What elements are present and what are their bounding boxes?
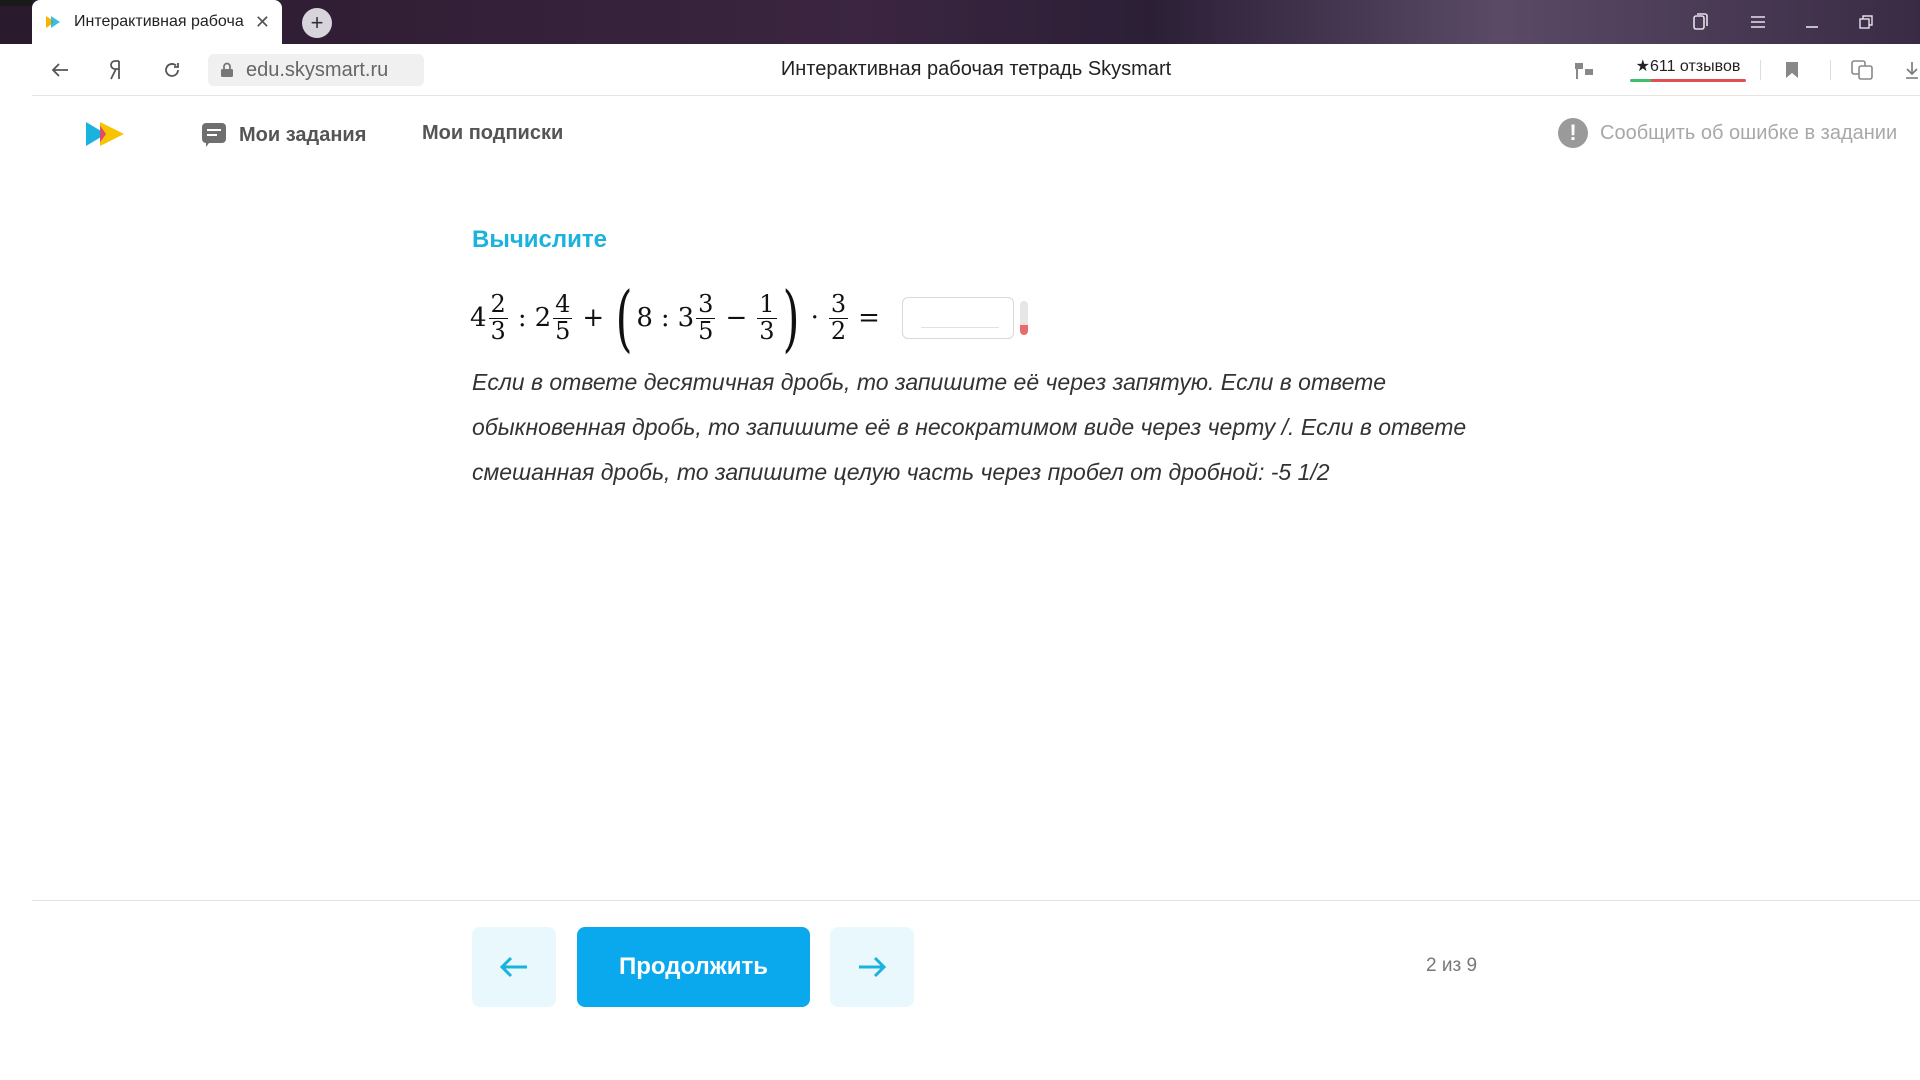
report-error-label: Сообщить об ошибке в задании xyxy=(1600,121,1898,144)
input-scrollbar[interactable] xyxy=(1020,301,1028,335)
restore-icon[interactable] xyxy=(1842,0,1890,44)
task-heading: Вычислите xyxy=(472,226,607,253)
browser-tab-strip xyxy=(0,0,1920,44)
arrow-right-icon xyxy=(857,956,887,978)
report-error-link[interactable] xyxy=(1558,118,1897,148)
denominator: 5 xyxy=(698,316,714,345)
nav-my-tasks[interactable] xyxy=(201,122,366,148)
browser-tab[interactable] xyxy=(32,0,282,44)
rating-bar xyxy=(1630,79,1746,82)
mixed-whole: 3 xyxy=(677,303,695,333)
page-title: Интерактивная рабочая тетрадь Skysmart xyxy=(780,58,1172,80)
task-instructions: Если в ответе десятичная дробь, то запишите её через запятую. Если в ответе обыкновенная дробь, то запишите её в несократимом виде через черту /. Если в ответе смешанная дробь, то запишите целую часть через пробел от дробной: -5 1/2 xyxy=(472,369,1467,485)
operator: − xyxy=(725,303,748,333)
tab-close-icon[interactable]: ✕ xyxy=(254,12,271,32)
operator: · xyxy=(810,303,819,333)
footer-divider xyxy=(32,900,1920,901)
reviews-text: ★611 отзывов xyxy=(1635,58,1741,75)
address-bar xyxy=(32,44,1920,96)
next-button[interactable] xyxy=(830,927,914,1007)
mixed-whole: 2 xyxy=(534,303,552,333)
denominator: 3 xyxy=(490,316,506,345)
translate-icon[interactable] xyxy=(1848,56,1876,84)
numerator: 3 xyxy=(698,290,714,319)
nav-my-tasks-label: Мои задания xyxy=(239,123,367,146)
math-expression xyxy=(470,276,1028,360)
collections-icon[interactable] xyxy=(1676,0,1724,44)
fraction xyxy=(553,292,572,343)
toolbar-divider xyxy=(1760,60,1761,80)
downloads-icon[interactable] xyxy=(1898,56,1920,84)
answer-input[interactable] xyxy=(902,297,1014,339)
skysmart-favicon-icon xyxy=(46,16,62,28)
right-paren: ) xyxy=(782,276,800,360)
skysmart-logo[interactable] xyxy=(84,120,126,148)
operator: + xyxy=(582,303,605,333)
denominator: 3 xyxy=(759,316,775,345)
numerator: 3 xyxy=(830,290,847,319)
mixed-whole: 4 xyxy=(470,303,487,333)
tasks-icon xyxy=(201,122,227,148)
bookmark-icon[interactable] xyxy=(1778,56,1806,84)
numerator: 1 xyxy=(759,290,775,319)
exclamation-icon: ! xyxy=(1558,118,1588,148)
new-tab-button[interactable]: + xyxy=(302,8,332,38)
prev-button[interactable] xyxy=(472,927,556,1007)
nav-my-subscriptions-label: Мои подписки xyxy=(422,122,564,144)
url-text: edu.skysmart.ru xyxy=(246,58,389,81)
fraction xyxy=(829,292,848,343)
fraction xyxy=(757,292,776,343)
fraction xyxy=(489,292,508,343)
denominator: 5 xyxy=(555,316,571,345)
number: 8 xyxy=(636,303,653,333)
denominator: 2 xyxy=(830,316,847,345)
operator: = xyxy=(858,303,880,333)
reviews-badge[interactable] xyxy=(1630,52,1746,84)
tab-title: Интерактивная рабоча xyxy=(74,13,244,30)
left-paren: ( xyxy=(615,276,633,360)
menu-icon[interactable] xyxy=(1734,0,1782,44)
protect-icon[interactable] xyxy=(1570,56,1598,84)
window-corner xyxy=(0,0,32,6)
numerator: 2 xyxy=(490,290,506,319)
numerator: 4 xyxy=(555,290,571,319)
arrow-left-icon xyxy=(499,956,529,978)
page-counter: 2 из 9 xyxy=(1426,955,1478,976)
toolbar-divider xyxy=(1830,60,1831,80)
continue-button[interactable]: Продолжить xyxy=(577,927,810,1007)
nav-my-subscriptions[interactable] xyxy=(422,122,563,145)
fraction xyxy=(696,292,715,343)
answer-underline xyxy=(921,327,999,328)
operator: : xyxy=(660,303,670,333)
minimize-icon[interactable] xyxy=(1788,0,1836,44)
operator: : xyxy=(517,303,527,333)
